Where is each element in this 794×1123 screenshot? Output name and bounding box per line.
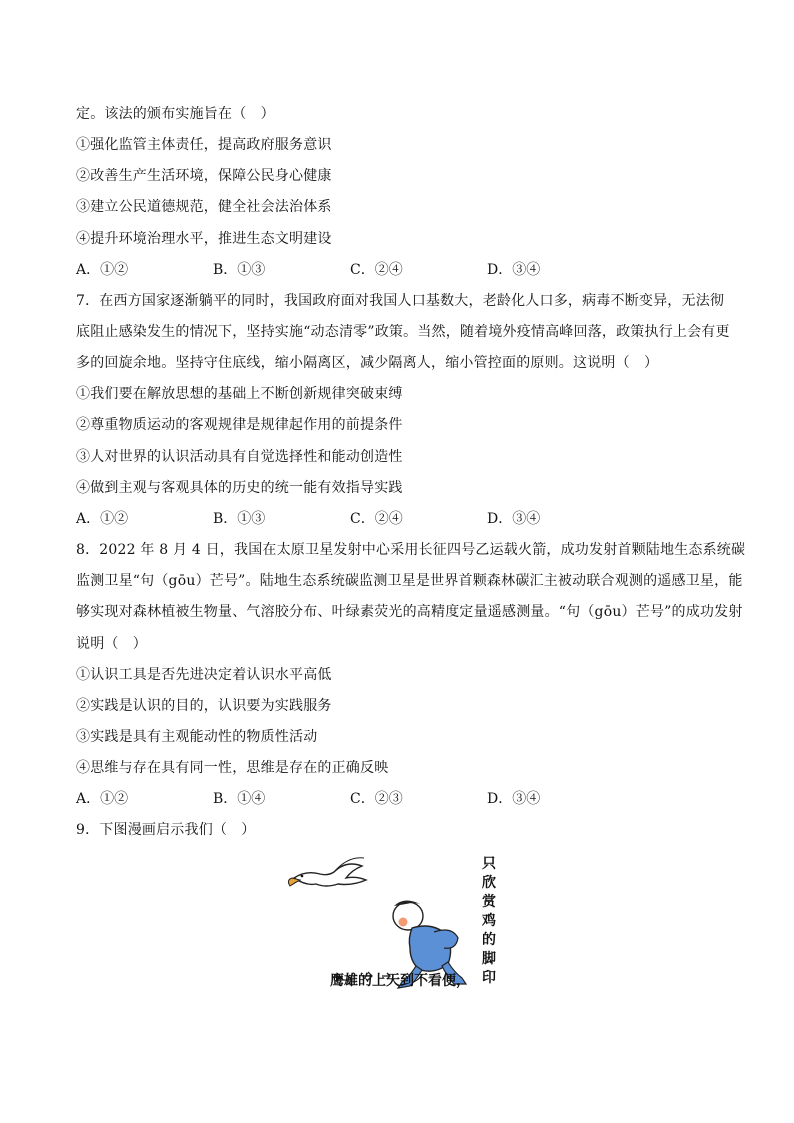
q8-item-2: ②实践是认识的目的，认识要为实践服务 [76,698,332,714]
q6-item-2: ②改善生产生活环境，保障公民身心健康 [76,168,332,184]
q8-item-1: ①认识工具是否先进决定着认识水平高低 [76,667,332,683]
q7-item-2: ②尊重物质运动的客观规律是规律起作用的前提条件 [76,417,403,433]
q8-option-c[interactable]: C．②③ [350,791,403,807]
caption-char: 印 [482,970,496,986]
q7-option-b[interactable]: B．①③ [213,511,266,527]
q8-option-b[interactable]: B．①④ [213,791,266,807]
eagle-icon [288,858,366,886]
q6-option-c[interactable]: C．②④ [350,262,403,278]
q8-option-d[interactable]: D．③④ [487,791,541,807]
cartoon-horizontal-caption: 鹰雄的上天到不看便， [330,973,470,989]
question-6-stem-tail: 定。该法的颁布实施旨在（ ） [76,106,275,122]
q7-item-4: ④做到主观与客观具体的历史的统一能有效指导实践 [76,480,403,496]
caption-char: 欣 [482,875,496,891]
caption-char: 的 [482,932,496,948]
q8-stem-line-2: 监测卫星“句（gōu）芒号”。陆地生态系统碳监测卫星是世界首颗森林碳汇主被动联合观测的遥感卫星，能 [76,573,743,589]
q7-stem-line-3: 多的回旋余地。坚持守住底线，缩小隔离区，减少隔离人，缩小管控面的原则。这说明（ ） [76,355,659,371]
q6-item-1: ①强化监管主体责任，提高政府服务意识 [76,137,332,153]
q9-stem: 9．下图漫画启示我们（ ） [76,822,256,838]
caption-char: 鸡 [482,913,496,929]
caption-char: 只 [482,856,496,872]
q7-option-a[interactable]: A．①② [76,511,129,527]
q7-option-c[interactable]: C．②④ [350,511,403,527]
q8-item-4: ④思维与存在具有同一性，思维是存在的正确反映 [76,760,389,776]
q8-item-3: ③实践是具有主观能动性的物质性活动 [76,729,318,745]
q6-item-4: ④提升环境治理水平，推进生态文明建设 [76,231,332,247]
q8-stem-line-3: 够实现对森林植被生物量、气溶胶分布、叶绿素荧光的高精度定量遥感测量。“句（gōu）芒号”的成功发射 [76,604,743,620]
q7-item-3: ③人对世界的认识活动具有自觉选择性和能动创造性 [76,449,403,465]
q6-option-d[interactable]: D．③④ [487,262,541,278]
q7-stem-line-1: 7．在西方国家逐渐躺平的同时，我国政府面对我国人口基数大，老龄化人口多，病毒不断变异，无法彻 [76,293,725,309]
q7-stem-line-2: 底阻止感染发生的情况下，坚持实施“动态清零”政策。当然，随着境外疫情高峰回落，政策执行上会有更 [76,324,730,340]
q6-item-3: ③建立公民道德规范，健全社会法治体系 [76,199,332,215]
q8-stem-line-1: 8．2022 年 8 月 4 日，我国在太原卫星发射中心采用长征四号乙运载火箭，成功发射首颗陆地生态系统碳 [76,542,746,558]
caption-char: 赏 [482,894,496,910]
q7-item-1: ①我们要在解放思想的基础上不断创新规律突破束缚 [76,386,403,402]
q6-option-a[interactable]: A．①② [76,262,129,278]
q6-option-b[interactable]: B．①③ [213,262,266,278]
cartoon-vertical-caption [482,855,496,988]
caption-char: 脚 [482,951,496,967]
q8-option-a[interactable]: A．①② [76,791,129,807]
q7-option-d[interactable]: D．③④ [487,511,541,527]
q8-stem-line-4: 说明（ ） [76,636,147,652]
